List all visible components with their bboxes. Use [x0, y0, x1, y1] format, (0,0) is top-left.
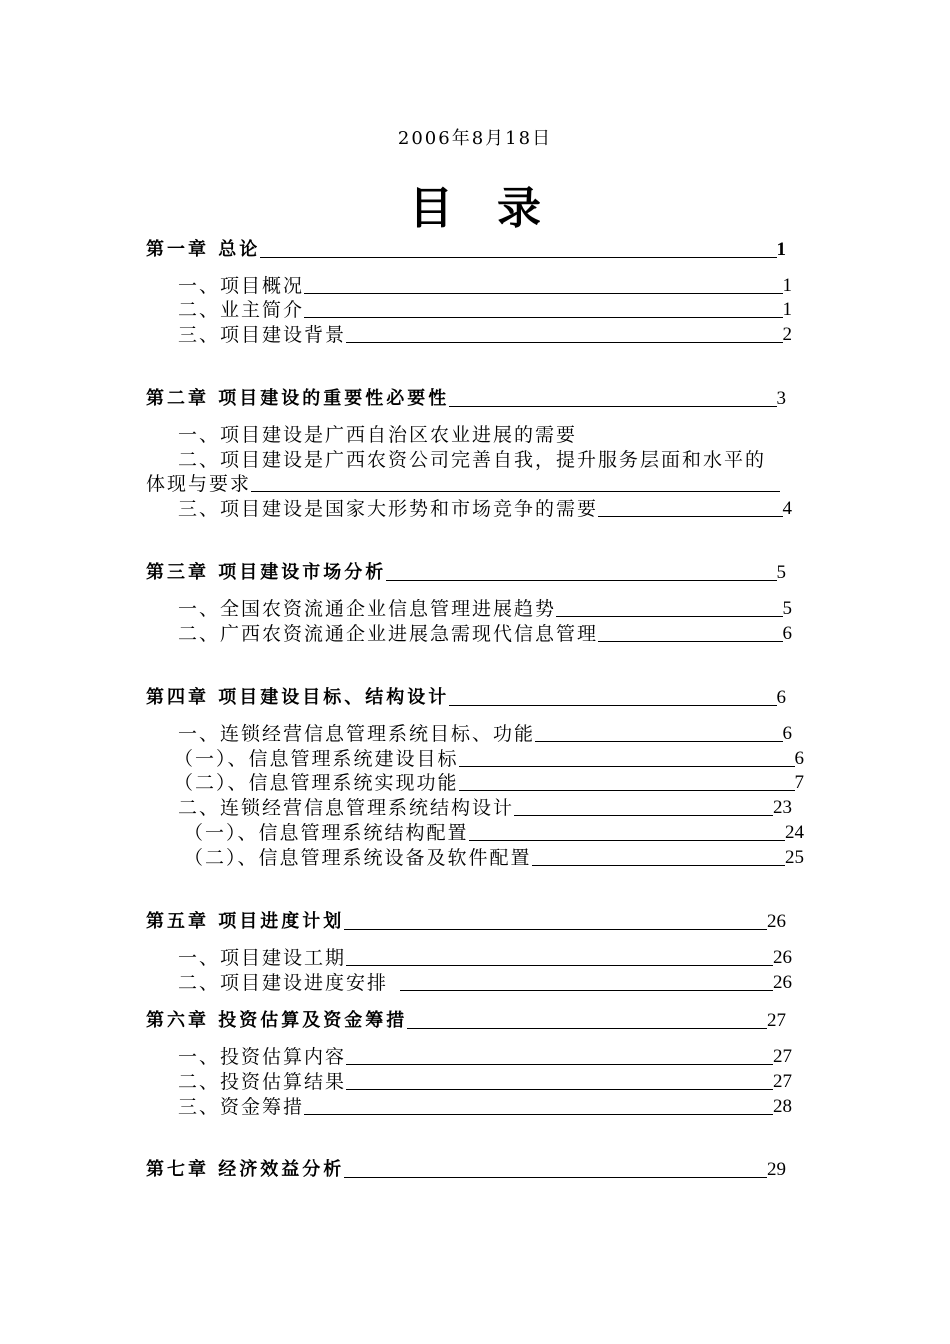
- toc-chapter-3-label: 第三章 项目建设市场分析: [146, 562, 387, 583]
- toc-section-1-3[interactable]: [178, 323, 792, 347]
- toc-section-2-3[interactable]: [178, 497, 792, 521]
- toc-section-page: 6: [782, 723, 792, 744]
- toc-chapter-6-page: 27: [767, 1010, 786, 1031]
- toc-chapter-2-label: 第二章 项目建设的重要性必要性: [146, 388, 450, 409]
- toc-chapter-5-label: 第五章 项目进度计划: [146, 911, 345, 932]
- toc-leader: [469, 840, 785, 841]
- toc-leader: [400, 990, 773, 991]
- toc-section-2-1[interactable]: 一、项目建设是广西自治区农业进展的需要: [178, 424, 578, 446]
- toc-section-label: 二、连锁经营信息管理系统结构设计: [178, 797, 515, 819]
- toc-section-page: 1: [782, 299, 792, 320]
- toc-section-1-2[interactable]: [178, 298, 792, 322]
- toc-chapter-3[interactable]: [146, 561, 786, 585]
- toc-section-label: 二、业主简介: [178, 299, 305, 321]
- toc-section-page: 26: [773, 972, 792, 993]
- toc-section-label: 二、广西农资流通企业进展急需现代信息管理: [178, 623, 599, 645]
- toc-chapter-1[interactable]: [146, 238, 786, 262]
- toc-leader: [260, 257, 776, 258]
- toc-section-3-1[interactable]: [178, 597, 792, 621]
- toc-leader: [386, 580, 776, 581]
- toc-section-6-3[interactable]: [178, 1095, 792, 1119]
- toc-section-6-2[interactable]: [178, 1070, 792, 1094]
- toc-title-char-1: 目: [409, 183, 453, 234]
- toc-section-label: 一、连锁经营信息管理系统目标、功能: [178, 723, 536, 745]
- toc-section-4-2[interactable]: [178, 796, 792, 820]
- toc-chapter-5-page: 26: [767, 911, 786, 932]
- toc-section-page: 6: [794, 748, 804, 769]
- toc-section-label: （二）、信息管理系统设备及软件配置: [184, 847, 532, 869]
- toc-section-page: 25: [785, 847, 804, 868]
- toc-section-2-2-cont[interactable]: [146, 472, 780, 496]
- toc-section-4-1[interactable]: [178, 722, 792, 746]
- toc-subsection-4-2-1[interactable]: [184, 821, 804, 845]
- toc-chapter-2-page: 3: [776, 388, 786, 409]
- toc-chapter-2[interactable]: [146, 387, 786, 411]
- toc-leader: [346, 965, 773, 966]
- toc-leader: [459, 790, 795, 791]
- toc-section-label: （一）、信息管理系统结构配置: [184, 822, 469, 844]
- toc-subsection-4-1-2[interactable]: [174, 771, 804, 795]
- toc-subsection-4-2-2[interactable]: [184, 846, 804, 870]
- toc-section-page: 6: [782, 623, 792, 644]
- toc-leader: [304, 293, 782, 294]
- toc-section-label: 一、投资估算内容: [178, 1046, 347, 1068]
- toc-section-page: 27: [773, 1071, 792, 1092]
- toc-leader: [449, 406, 776, 407]
- toc-chapter-1-label: 第一章 总论: [146, 239, 261, 260]
- toc-section-label: 体现与要求: [146, 473, 252, 495]
- toc-section-1-1[interactable]: [178, 274, 792, 298]
- toc-section-2-2[interactable]: 二、项目建设是广西农资公司完善自我，提升服务层面和水平的: [178, 449, 767, 471]
- toc-leader: [304, 1114, 773, 1115]
- toc-section-5-2[interactable]: [178, 971, 792, 995]
- toc-leader: [556, 616, 782, 617]
- toc-section-label: （一）、信息管理系统建设目标: [174, 748, 459, 770]
- toc-section-page: 1: [782, 275, 792, 296]
- toc-leader: [346, 342, 782, 343]
- toc-section-page: 23: [773, 797, 792, 818]
- toc-section-page: 24: [785, 822, 804, 843]
- toc-leader: [535, 741, 782, 742]
- toc-section-label: 一、项目建设工期: [178, 947, 347, 969]
- toc-section-label: 三、项目建设是国家大形势和市场竞争的需要: [178, 498, 599, 520]
- toc-section-label: 二、投资估算结果: [178, 1071, 347, 1093]
- toc-leader: [304, 317, 782, 318]
- toc-chapter-4-page: 6: [776, 687, 786, 708]
- toc-leader: [598, 641, 782, 642]
- toc-chapter-6[interactable]: [146, 1009, 786, 1033]
- toc-section-label: 三、项目建设背景: [178, 324, 347, 346]
- toc-section-label: 二、项目建设进度安排: [178, 972, 389, 994]
- toc-chapter-7-page: 29: [767, 1159, 786, 1180]
- toc-leader: [346, 1089, 773, 1090]
- toc-section-page: 4: [782, 498, 792, 519]
- toc-leader: [251, 491, 780, 492]
- toc-section-page: 7: [794, 772, 804, 793]
- toc-section-label: 三、资金筹措: [178, 1096, 305, 1118]
- toc-section-page: 5: [782, 598, 792, 619]
- toc-section-label: 一、全国农资流通企业信息管理进展趋势: [178, 598, 557, 620]
- toc-section-label: （二）、信息管理系统实现功能: [174, 772, 459, 794]
- toc-chapter-1-page: 1: [776, 239, 786, 260]
- toc-leader: [459, 766, 795, 767]
- toc-leader: [514, 815, 773, 816]
- toc-section-page: 28: [773, 1096, 792, 1117]
- toc-title: [0, 172, 950, 236]
- toc-section-page: 2: [782, 324, 792, 345]
- toc-leader: [344, 1177, 767, 1178]
- toc-section-page: 26: [773, 947, 792, 968]
- toc-section-6-1[interactable]: [178, 1045, 792, 1069]
- toc-chapter-5[interactable]: [146, 910, 786, 934]
- toc-chapter-4[interactable]: [146, 686, 786, 710]
- toc-leader: [598, 516, 782, 517]
- toc-section-page: 27: [773, 1046, 792, 1067]
- toc-chapter-7[interactable]: [146, 1158, 786, 1182]
- toc-chapter-4-label: 第四章 项目建设目标、结构设计: [146, 687, 450, 708]
- toc-section-3-2[interactable]: [178, 622, 792, 646]
- toc-section-label: 一、项目概况: [178, 275, 305, 297]
- document-date: 2006年8月18日: [397, 128, 553, 149]
- toc-subsection-4-1-1[interactable]: [174, 747, 804, 771]
- toc-title-char-2: 录: [497, 183, 541, 234]
- toc-leader: [344, 929, 767, 930]
- toc-chapter-6-label: 第六章 投资估算及资金筹措: [146, 1010, 408, 1031]
- toc-section-5-1[interactable]: [178, 946, 792, 970]
- toc-chapter-3-page: 5: [776, 562, 786, 583]
- toc-chapter-7-label: 第七章 经济效益分析: [146, 1159, 345, 1180]
- toc-leader: [407, 1028, 767, 1029]
- toc-leader: [449, 705, 776, 706]
- toc-leader: [346, 1064, 773, 1065]
- toc-leader: [532, 865, 785, 866]
